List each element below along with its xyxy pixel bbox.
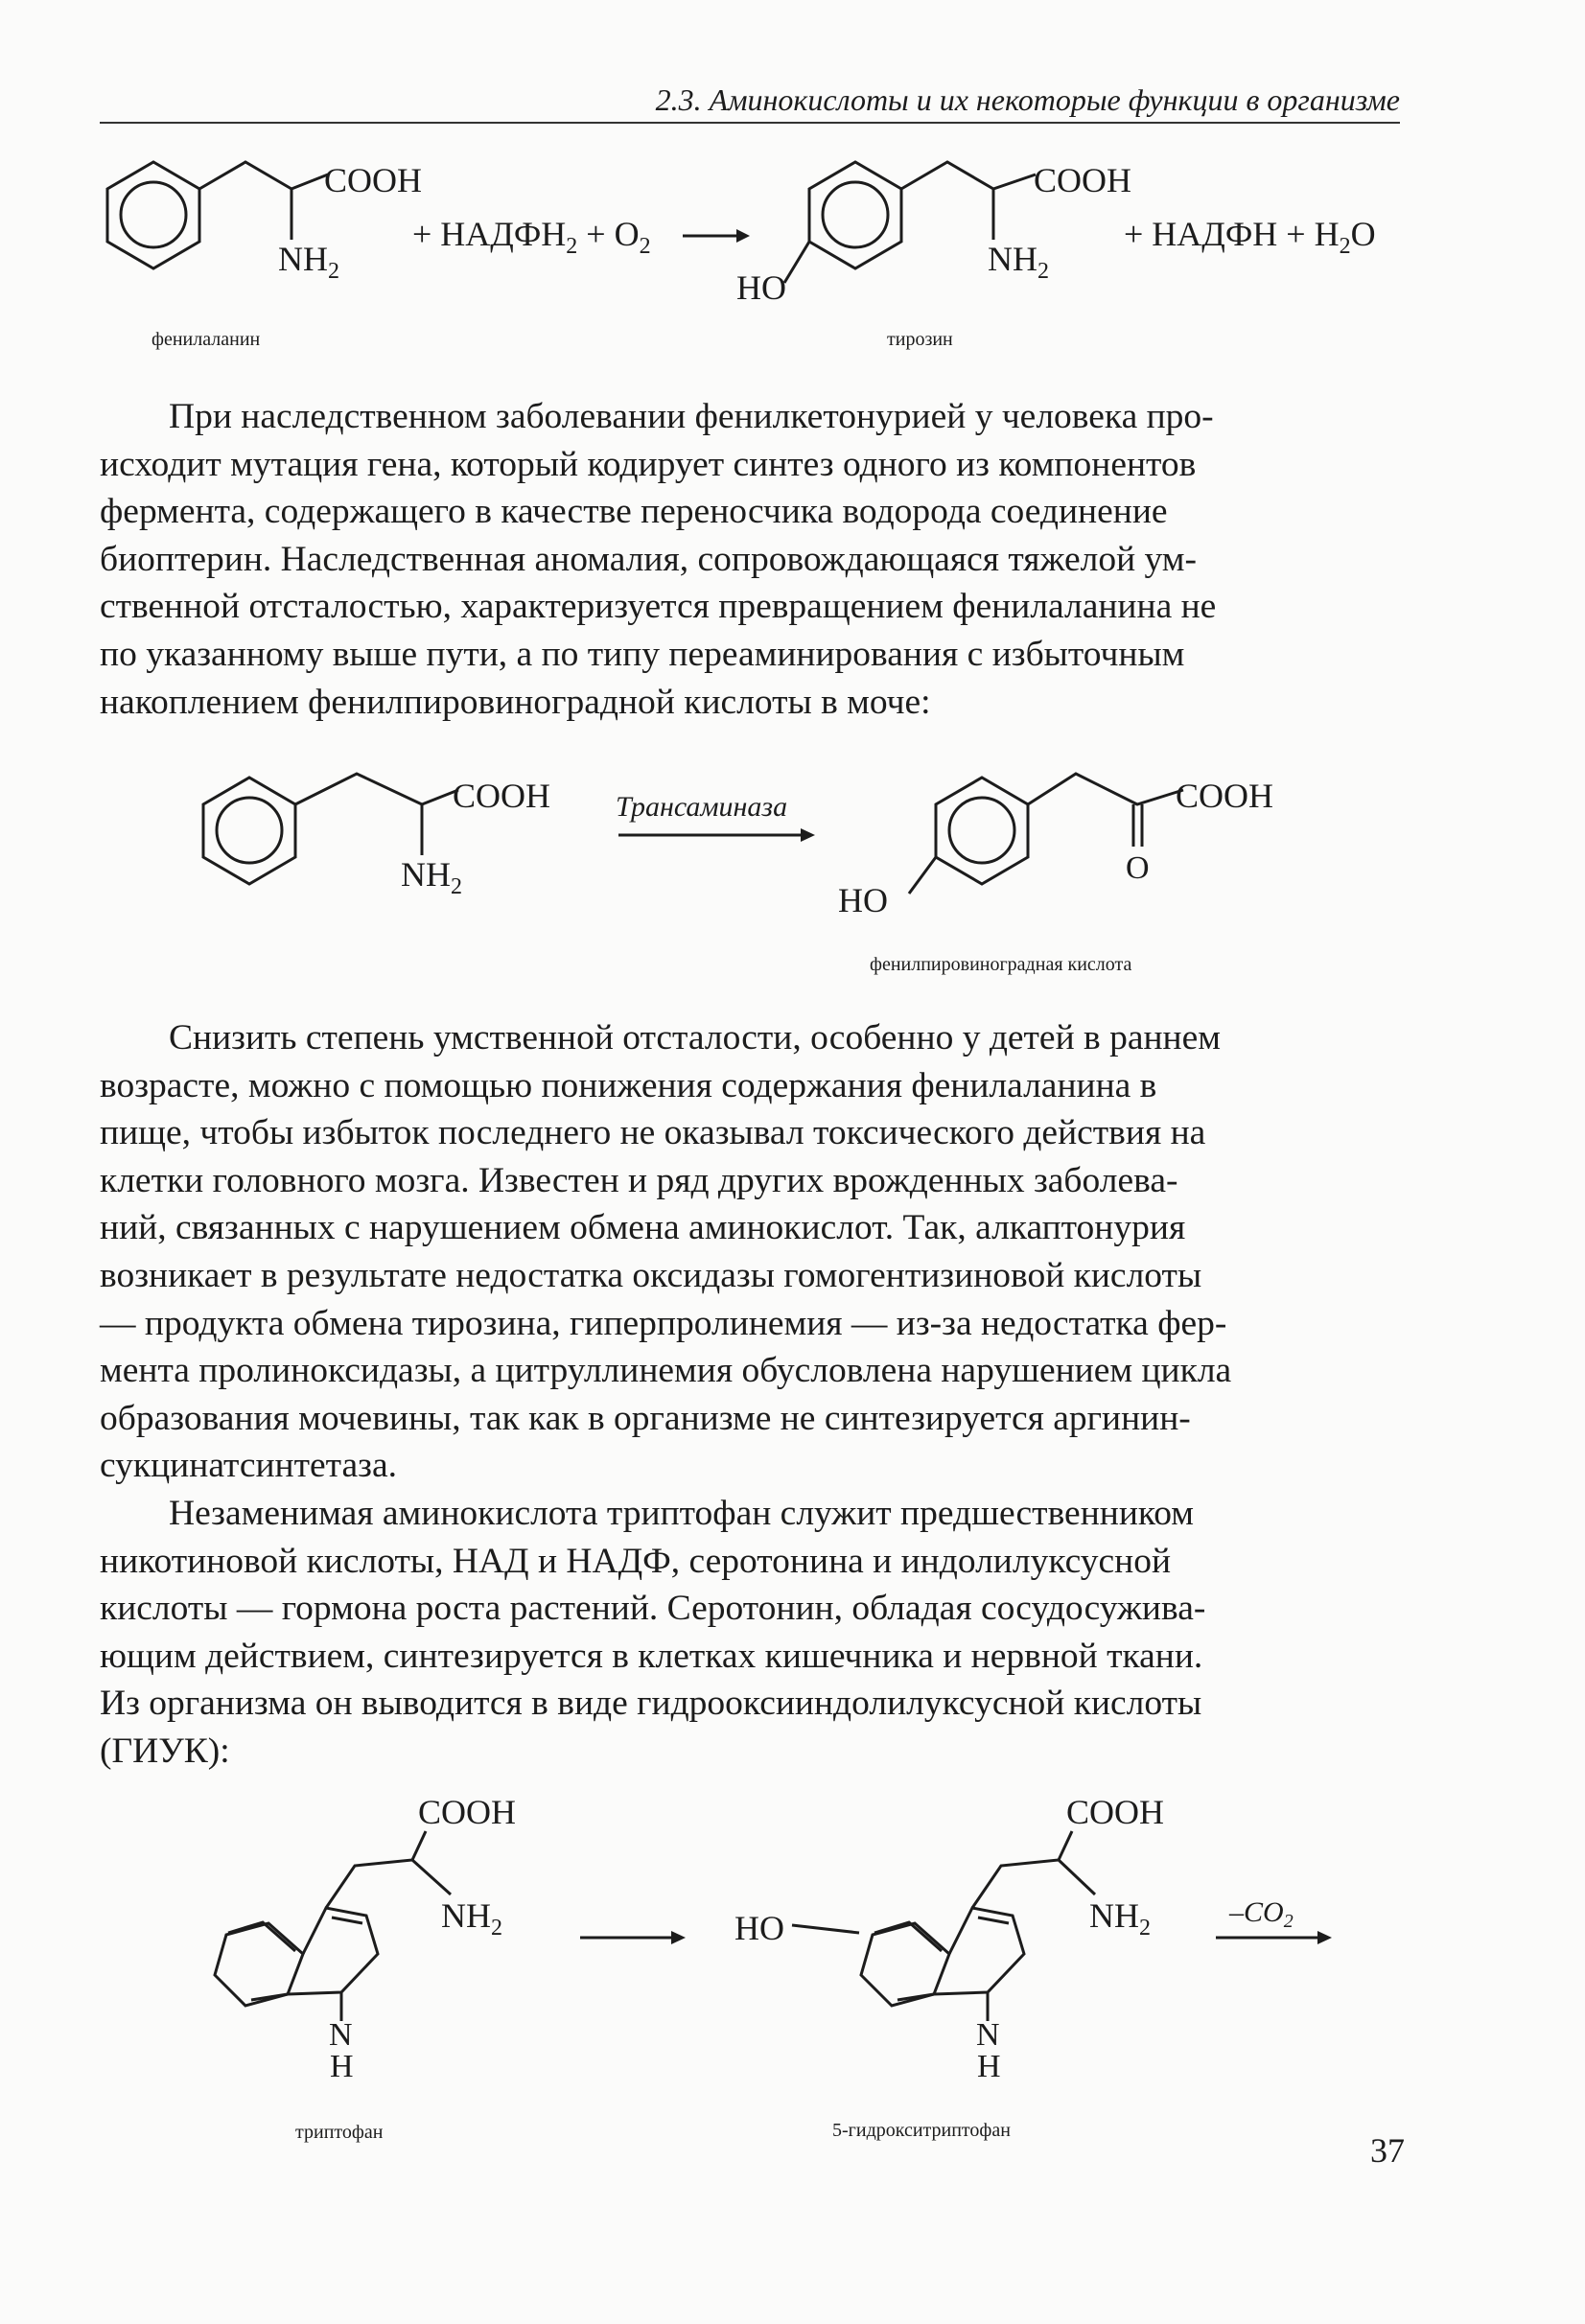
label-5-hydroxytryptophan: 5-гидрокситриптофан [832, 2120, 1011, 2141]
hydroxytryptophan-structure [734, 1793, 1164, 2084]
svg-text:NH2: $NH_2$ [441, 1896, 502, 1941]
reaction-tryptophan-hydroxylation [0, 1783, 1585, 2148]
decarboxylation-arrow [1216, 1896, 1332, 1944]
tyrosine-structure [736, 161, 1131, 307]
phenylalanine-structure [107, 161, 422, 284]
reaction1-arrow [683, 229, 750, 243]
tryptophan-structure [215, 1793, 516, 2084]
svg-text:NH2: $NH_2$ [1089, 1896, 1151, 1941]
label-tyrosine: тирозин [887, 329, 953, 350]
paragraph-phenylketonuria: При наследственном заболевании фенилкетонурией у человека про- исходит мутация гена, который кодирует синтез одного из компонентов фермента, содержащего в качестве переносчика водорода соединение биоптерин. Наследственная аномалия, сопровождающаяся тяжелой ум- ственной отсталостью, характеризуется превращением фенилаланина не по указанному выше пути, а по типу переаминирования с избыточным накоплением фенилпировиноградной кислоты в моче: [100, 397, 1217, 722]
svg-text:H: H [977, 2049, 1001, 2084]
reaction1-reagents: + $НАДФН_2 + O_2$ [412, 215, 651, 259]
paragraph-tryptophan: Незаменимая аминокислота триптофан служит предшественником никотиновой кислоты, НАД и НАДФ, серотонина и индолилуксусной кислоты — гормона роста растений. Серотонин, обладая сосудосужива- ющим действием, синтезируется в клетках кишечника и нервной ткани. Из организма он выводится в виде гидрооксииндолилуксусной кислоты (ГИУК): [100, 1494, 1206, 1771]
svg-text:N: N [976, 2017, 1000, 2053]
reaction3-arrow-1 [580, 1931, 686, 1944]
reaction1-products: + НАДФН + $H_2O$ [1124, 215, 1376, 259]
svg-text:HO: HO [838, 881, 888, 919]
svg-text:–CO2: $-CO_2$ [1229, 1896, 1294, 1932]
svg-text:NH2: $NH_2$ [278, 240, 339, 284]
label-tryptophan: триптофан [295, 2122, 384, 2143]
svg-text:COOH: COOH [453, 777, 551, 815]
label-phenylalanine: фенилаланин [152, 329, 261, 350]
page-number: 37 [1370, 2131, 1405, 2170]
svg-text:COOH: COOH [1034, 161, 1132, 199]
svg-text:O: O [1126, 850, 1150, 886]
svg-text:N: N [329, 2017, 353, 2053]
label-phenylpyruvic-acid: фенилпировиноградная кислота [870, 954, 1132, 975]
svg-text:Трансаминаза: Трансаминаза [616, 791, 788, 823]
reaction-transamination [0, 748, 1585, 978]
svg-text:NH2: $NH_2$ [401, 855, 462, 899]
svg-text:COOH: COOH [1066, 1793, 1165, 1831]
svg-text:HO: HO [736, 268, 786, 307]
phenylpyruvic-acid-structure [838, 774, 1273, 919]
svg-text:COOH: COOH [418, 1793, 517, 1831]
svg-text:H: H [330, 2049, 354, 2084]
reaction-phenylalanine-tyrosine [0, 144, 1585, 393]
running-header: 2.3. Аминокислоты и их некоторые функции в организме [100, 82, 1400, 124]
phenylalanine-structure-2 [203, 774, 550, 899]
svg-text:NH2: $NH_2$ [988, 240, 1049, 284]
paragraph-mental-retardation: Снизить степень умственной отсталости, особенно у детей в раннем возрасте, можно с помощью понижения содержания фенилаланина в пище, чтобы избыток последнего не оказывал токсического действия на клетки головного мозга. Известен и ряд других врожденных заболева- ний, связанных с нарушением обмена аминокислот. Так, алкаптонурия возникает в результате недостатка оксидазы гомогентизиновой кислоты — продукта обмена тирозина, гиперпролинемия — из-за недостатка фер- мента пролиноксидазы, а цитруллинемия обусловлена нарушением цикла образования мочевины, так как в организме не синтезируется аргинин- сукцинатсинтетаза. [100, 1018, 1232, 1486]
svg-text:HO: HO [734, 1909, 784, 1947]
svg-text:COOH: COOH [1176, 777, 1274, 815]
transaminase-arrow [616, 791, 815, 842]
svg-text:COOH: COOH [324, 161, 423, 199]
